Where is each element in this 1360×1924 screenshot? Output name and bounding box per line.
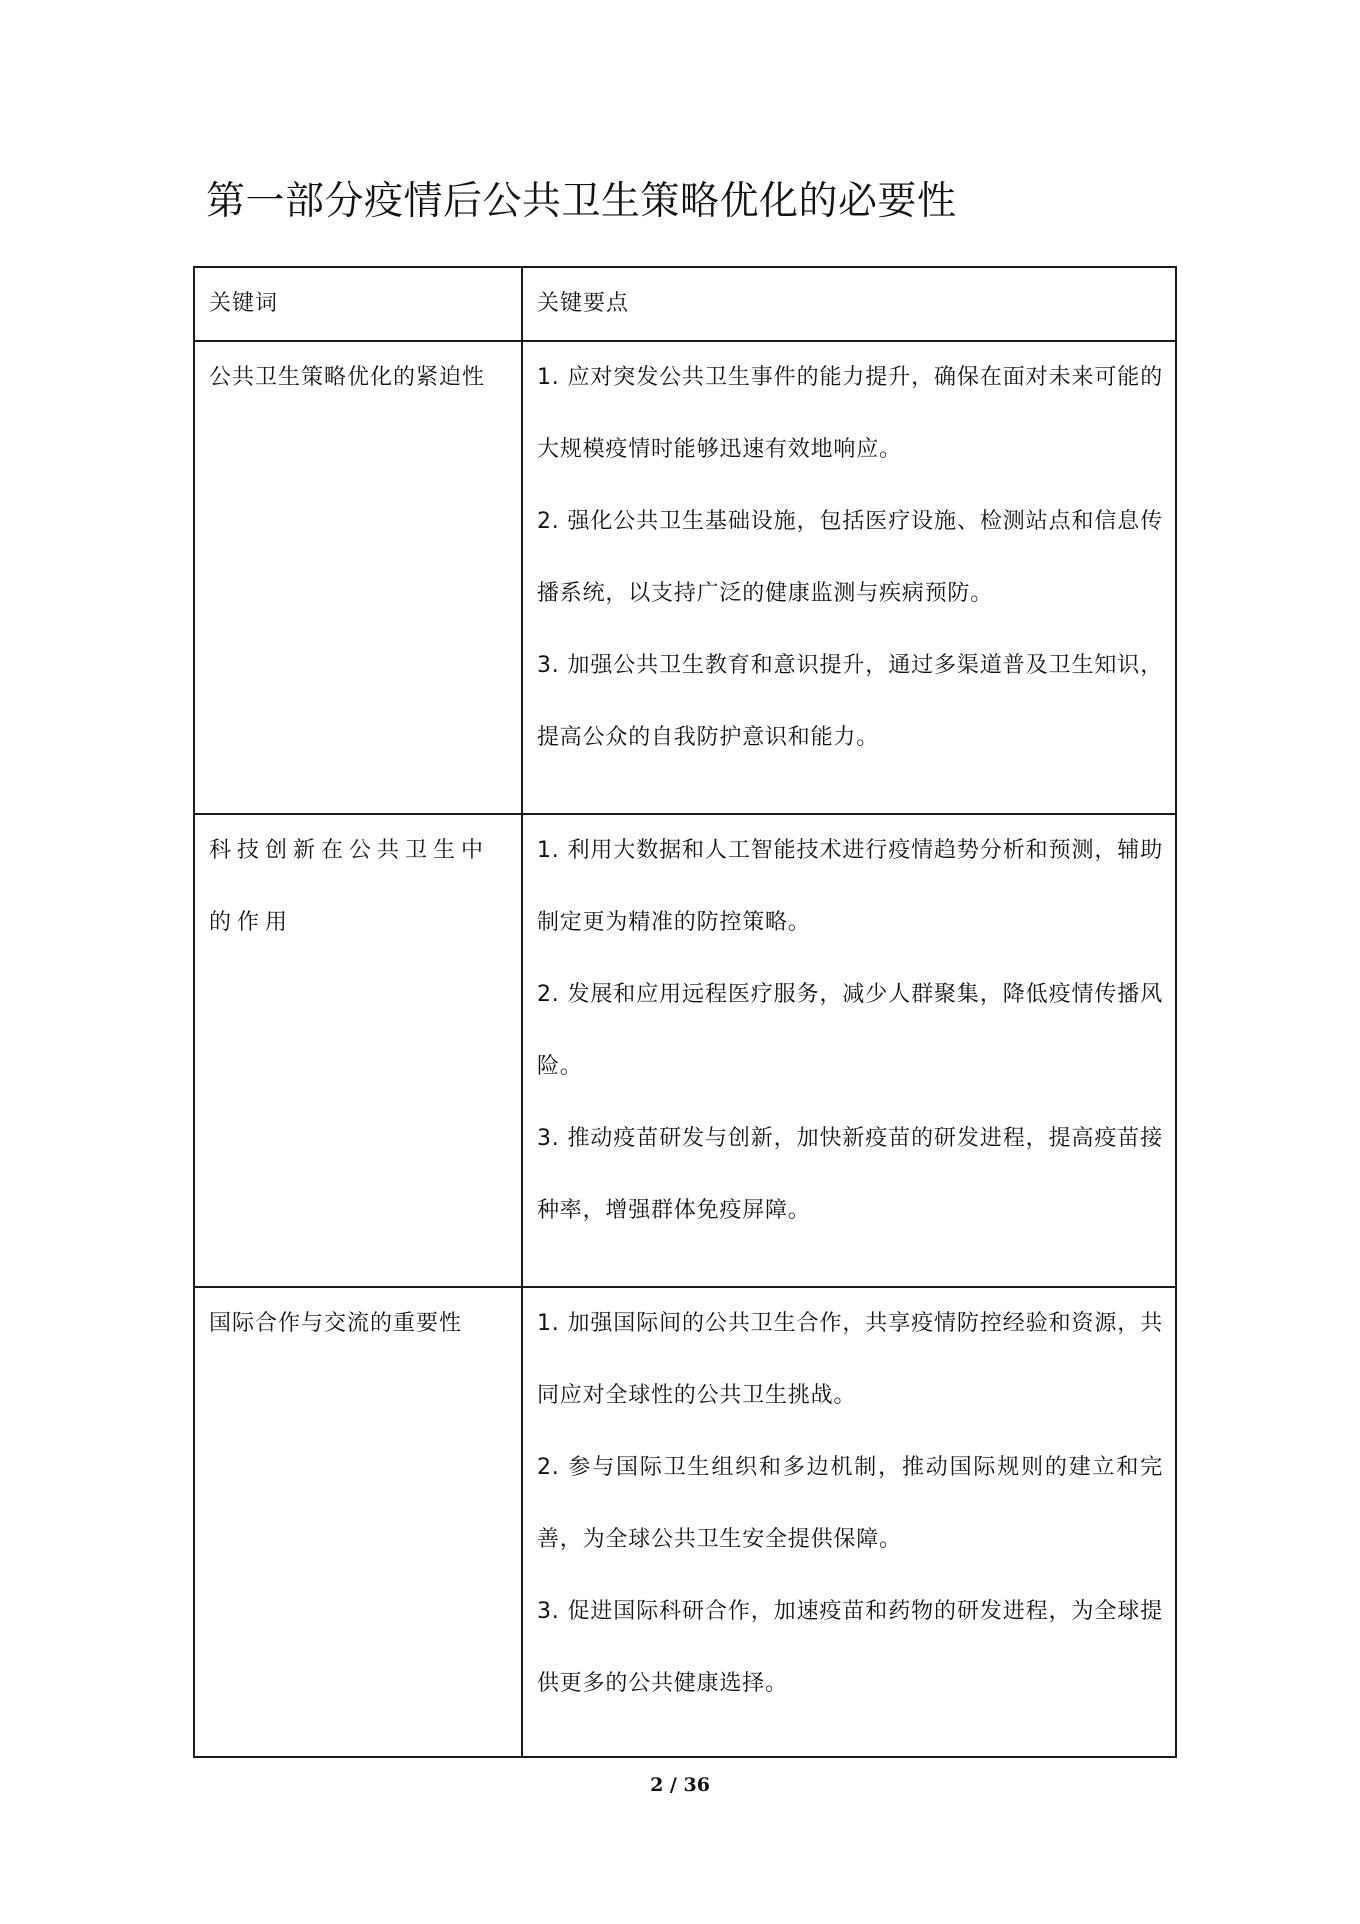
keyword-cell: [194, 1287, 522, 1757]
header-keyword-cell: [194, 267, 522, 341]
keyword-cell: [194, 814, 522, 1287]
key-point: 2. 强化公共卫生基础设施，包括医疗设施、检测站点和信息传播系统，以支持广泛的健康监测与疾病预防。: [537, 509, 1163, 606]
table-row: [194, 341, 1176, 814]
key-point: 1. 加强国际间的公共卫生合作，共享疫情防控经验和资源，共同应对全球性的公共卫生挑战。: [537, 1311, 1163, 1408]
key-point: 1. 利用大数据和人工智能技术进行疫情趋势分析和预测，辅助制定更为精准的防控策略。: [537, 838, 1163, 935]
row-keyword: 公共卫生策略优化的紧迫性: [209, 365, 486, 390]
row-keyword: 科技创新在公共卫生中的作用: [209, 838, 490, 935]
key-point: 2. 参与国际卫生组织和多边机制，推动国际规则的建立和完善，为全球公共卫生安全提供保障。: [537, 1455, 1163, 1552]
table-row: [194, 814, 1176, 1287]
points-cell: [522, 1287, 1176, 1757]
table-header-row: [194, 267, 1176, 341]
points-cell: [522, 814, 1176, 1287]
key-point: 1. 应对突发公共卫生事件的能力提升，确保在面对未来可能的大规模疫情时能够迅速有效地响应。: [537, 365, 1163, 462]
key-point: 3. 加强公共卫生教育和意识提升，通过多渠道普及卫生知识，提高公众的自我防护意识和能力。: [537, 653, 1163, 750]
points-cell: [522, 341, 1176, 814]
key-points-table: [193, 266, 1177, 1758]
key-point: 3. 推动疫苗研发与创新，加快新疫苗的研发进程，提高疫苗接种率，增强群体免疫屏障。: [537, 1126, 1163, 1223]
key-point: 3. 促进国际科研合作，加速疫苗和药物的研发进程，为全球提供更多的公共健康选择。: [537, 1599, 1163, 1696]
header-points: 关键要点: [537, 291, 630, 316]
page-number: 2 / 36: [650, 1774, 710, 1796]
row-keyword: 国际合作与交流的重要性: [209, 1311, 463, 1336]
header-points-cell: [522, 267, 1176, 341]
table-row: [194, 1287, 1176, 1757]
header-keyword: 关键词: [209, 291, 279, 316]
keyword-cell: [194, 341, 522, 814]
key-point: 2. 发展和应用远程医疗服务，减少人群聚集，降低疫情传播风险。: [537, 982, 1163, 1079]
page-title: 第一部分疫情后公共卫生策略优化的必要性: [206, 179, 957, 224]
